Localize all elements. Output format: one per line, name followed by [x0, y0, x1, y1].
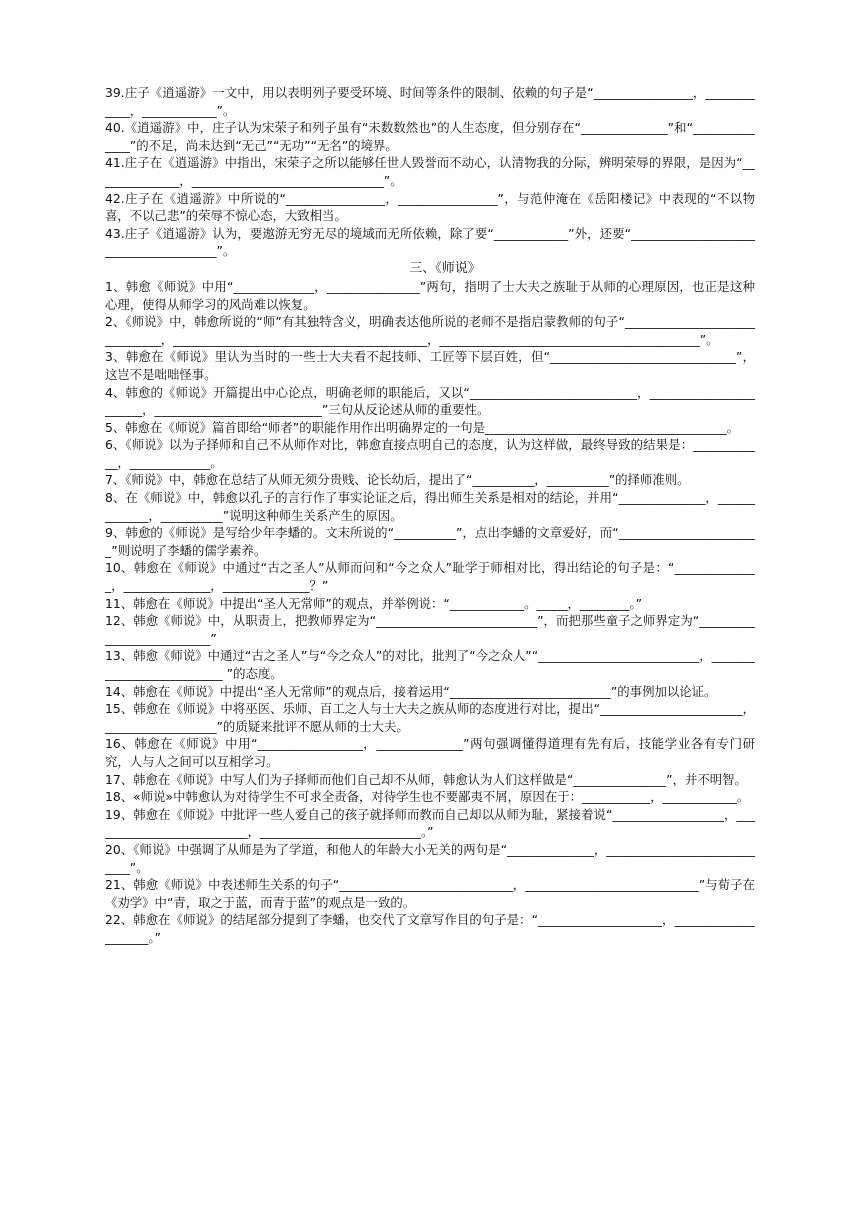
question-12: 12、韩愈《师说》中，从职责上，把教师界定为“__________________________”，而把那些童子之师界定为“__________________________” [105, 613, 755, 646]
question-3: 3、韩愈在《师说》里认为当时的一些士大夫看不起技师、工匠等下层百姓，但“______________________________”，这岂不是咄咄怪事。 [105, 349, 755, 382]
question-6: 6、《师说》以为子择师和自己不从师作对比，韩愈直接点明自己的态度，认为这样做，最终导致的结果是：____________，_____________。 [105, 437, 755, 470]
question-2: 2、《师说》中，韩愈所说的“师”有其独特含义，明确表达他所说的老师不是指启蒙教师的句子“______________________________，_________________________________________，__________________________________________”。 [105, 314, 755, 347]
question-4: 4、韩愈的《师说》开篇提出中心论点，明确老师的职能后，又以“___________________________，_______________________，___________________________”三句从反论述从师的重要性。 [105, 384, 755, 418]
question-8: 8、在《师说》中，韩愈以孔子的言行作了事实论证之后，得出师生关系是相对的结论，并用“______________，_____________，__________”说明这种师生关系产生的原因。 [105, 490, 755, 523]
question-22: 22、韩愈在《师说》的结尾部分提到了李蟠，也交代了文章写作目的句子是：“____________________，____________________。” [105, 912, 755, 945]
question-9: 9、韩愈的《师说》是写给少年李蟠的。文末所说的“__________”，点出李蟠的文章爱好，而“_______________________”则说明了李蟠的儒学素养。 [105, 525, 755, 558]
question-41: 41.庄子在《逍遥游》中指出，宋荣子之所以能够任世人毁誉而不动心，认清物我的分际，辨明荣辱的界限，是因为“______________，_______________________________”。 [105, 155, 755, 188]
question-1: 1、韩愈《师说》中用“_____________，_______________”两句，指明了士大夫之族耻于从师的心理原因，也正是这种心理，使得从师学习的风尚难以恢复。 [105, 278, 755, 312]
question-5: 5、韩愈在《师说》篇首即给“师者”的职能作用作出明确界定的一句是_______________________________________。 [105, 419, 740, 435]
question-19: 19、韩愈在《师说》中批评一些人爱自己的孩子就择师而教而自己却以从师为耻，紧接着说“__________________，__________________________，__________________________。” [105, 806, 755, 840]
question-18: 18、«师说»中韩愈认为对待学生不可求全责备，对待学生也不要鄙夷不屑，原因在于：___________，____________。 [105, 789, 750, 805]
question-14: 14、韩愈在《师说》中提出“圣人无常师”的观点后，接着运用“__________________________”的事例加以论证。 [105, 683, 717, 699]
question-42: 42.庄子在《逍遥游》中所说的“________________，________________”，与范仲淹在《岳阳楼记》中表现的“不以物喜，不以己悲”的荣辱不惊心态，大致相当。 [105, 190, 755, 224]
question-13: 13、韩愈《师说》中通过“古之圣人”与“今之众人”的对比，批判了“今之众人”“__________________________，__________________________ ”的态度。 [105, 648, 755, 681]
question-15: 15、韩愈在《师说》中将巫医、乐师、百工之人与士大夫之族从师的态度进行对比，提出“_______________________，__________________”的质疑来批评不愿从师的士大夫。 [105, 701, 755, 734]
question-39: 39.庄子《逍遥游》一文中，用以表明列子要受环境、时间等条件的限制、依赖的句子是“________________，____________，____________”。 [105, 85, 755, 118]
question-10: 10、韩愈在《师说》中通过“古之圣人”从师而问和“今之众人”耻学于师相对比，得出结论的句子是：“______________，______________，______________？” [105, 560, 755, 594]
question-17: 17、韩愈在《师说》中写人们为子择师而他们自己却不从师，韩愈认为人们这样做是“_______________”，并不明智。 [105, 771, 747, 787]
worksheet-page [105, 84, 755, 947]
question-7: 7、《师说》中，韩愈在总结了从师无须分贵贱、论长幼后，提出了“__________，__________”的择师准则。 [105, 472, 690, 488]
question-16: 16、韩愈在《师说》中用“_________________，______________”两句强调懂得道理有先有后，技能学业各有专门研究，人与人之间可以互相学习。 [105, 736, 755, 769]
section-heading: 三、《师说》 [409, 260, 481, 276]
question-43: 43.庄子《逍遥游》认为，要遨游无穷无尽的境域而无所依赖，除了要“____________”外，还要“______________________________________”。 [105, 225, 755, 259]
question-40: 40.《逍遥游》中，庄子认为宋荣子和列子虽有“未数数然也”的人生态度，但分别存在“______________”和“______________”的不足，尚未达到“无己”“无功”“无名”的境界。 [105, 120, 755, 153]
question-20: 20、《师说》中强调了从师是为了学道，和他人的年龄大小无关的两句是“______________，____________________________”。 [105, 841, 755, 875]
question-21: 21、韩愈《师说》中表述师生关系的句子“____________________________，____________________________”与荀子在《劝学》中“青，取之于蓝，而青于蓝”的观点是一致的。 [105, 877, 755, 910]
question-11: 11、韩愈在《师说》中提出“圣人无常师”的观点，并举例说：“____________。_____，________。” [105, 595, 643, 611]
